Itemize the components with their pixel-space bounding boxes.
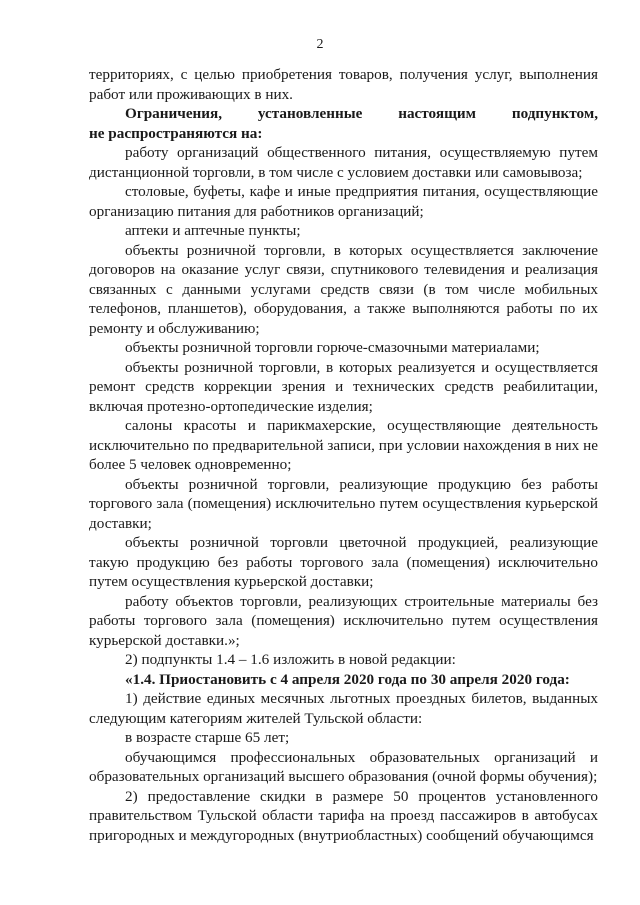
paragraph: 2) предоставление скидки в размере 50 процентов установленного правительством Тульской области тарифа на проезд пассажиров в автобусах пригородных и междугородных (внутриобластных) сообщений обучающимся — [89, 787, 598, 844]
paragraph: объекты розничной торговли цветочной продукцией, реализующие такую продукцию без работы торгового зала (помещения) исключительно путем осуществления курьерской доставки; — [89, 534, 598, 590]
page-number: 2 — [316, 37, 324, 52]
paragraph: работу объектов торговли, реализующих строительные материалы без работы торгового зала (помещения) исключительно путем осуществления курьерской доставки.»; — [89, 592, 598, 649]
section-heading: «1.4. Приостановить с 4 апреля 2020 года по 30 апреля 2020 года: — [125, 670, 570, 688]
paragraph: обучающимся профессиональных образовательных организаций и образовательных организаций высшего образования (очной формы обучения); — [89, 748, 598, 785]
paragraph: работу организаций общественного питания, осуществляемую путем дистанционной торговли, в том числе с условием доставки или самовывоза; — [89, 144, 598, 181]
paragraph: объекты розничной торговли, в которых реализуется и осуществляется ремонт средств коррекции зрения и технических средств реабилитации, включая протезно-ортопедические изделия; — [89, 358, 598, 415]
heading-word: установленные — [257, 105, 363, 122]
paragraph: аптеки и аптечные пункты; — [125, 222, 301, 239]
paragraph: 1) действие единых месячных льготных проездных билетов, выданных следующим категориям жителей Тульской области: — [89, 690, 598, 727]
paragraph: салоны красоты и парикмахерские, осуществляющие деятельность исключительно по предварительной записи, при условии нахождения в них не более 5 человек одновременно; — [89, 417, 598, 473]
heading-word: Ограничения, — [125, 105, 223, 122]
document-body — [89, 65, 598, 845]
heading-line-1 — [89, 104, 598, 124]
paragraph: 2) подпункты 1.4 – 1.6 изложить в новой редакции: — [125, 651, 456, 668]
restrictions-heading — [89, 104, 598, 143]
paragraph: в возрасте старше 65 лет; — [125, 729, 290, 746]
heading-word: настоящим — [398, 105, 476, 122]
heading-line-2: не распространяются на: — [89, 124, 263, 142]
paragraph: объекты розничной торговли горюче-смазочными материалами; — [125, 339, 540, 356]
paragraph: столовые, буфеты, кафе и иные предприятия питания, осуществляющие организацию питания для работников организаций; — [89, 183, 598, 220]
heading-word: подпунктом, — [511, 105, 598, 122]
paragraph: территориях, с целью приобретения товаров, получения услуг, выполнения работ или проживающих в них. — [89, 66, 598, 103]
paragraph: объекты розничной торговли, в которых осуществляется заключение договоров на оказание услуг связи, спутникового телевидения и реализация связанных с данными услугами средств связи (в том числе мобильных телефонов, планшетов), оборудования, а также выполняются работы по их ремонту и обслуживанию; — [89, 241, 598, 337]
paragraph: объекты розничной торговли, реализующие продукцию без работы торгового зала (помещения) исключительно путем осуществления курьерской доставки; — [89, 475, 598, 532]
